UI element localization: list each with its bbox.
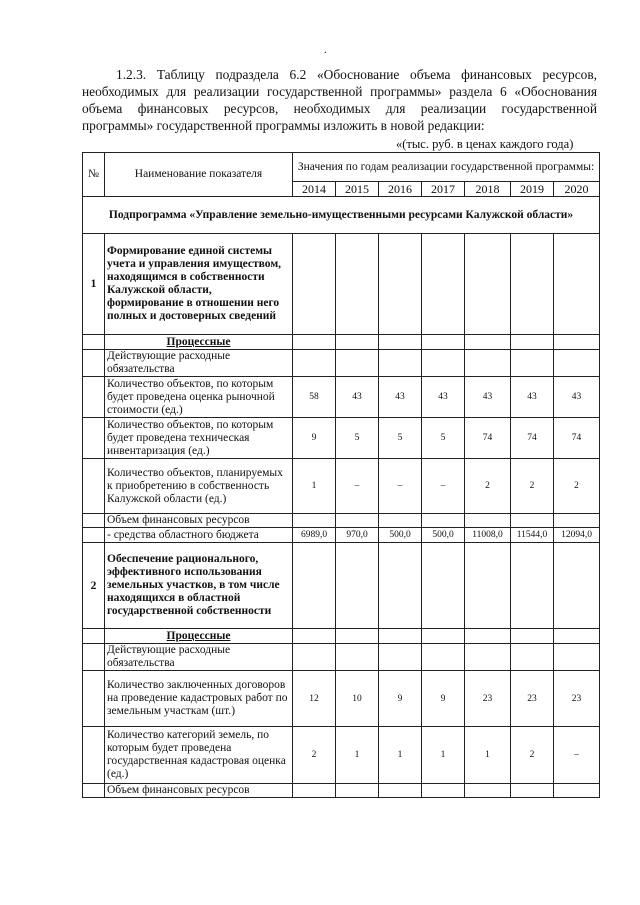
indicator-name: Количество объектов, планируемых к приобретению в собственность Калужской области (ед.) xyxy=(105,459,293,514)
value-cell: 9 xyxy=(293,418,336,459)
value-cell: 43 xyxy=(554,377,600,418)
value-cell xyxy=(465,644,511,671)
section-title: Обеспечение рационального, эффективного использования земельных участков, в том числе находящихся в областной государственной собственности xyxy=(105,543,293,629)
value-cell xyxy=(465,784,511,798)
value-cell xyxy=(465,514,511,528)
value-cell: 12 xyxy=(293,671,336,727)
value-cell: – xyxy=(379,459,422,514)
intro-paragraph: 1.2.3. Таблицу подраздела 6.2 «Обоснование объема финансовых ресурсов, необходимых для реализации государственной программы» раздела 6 «Обоснования объема финансовых ресурсов, необходимых для реализации государственной программы» государственной программы изложить в новой редакции: xyxy=(82,67,597,133)
value-cell: 2 xyxy=(465,459,511,514)
value-cell xyxy=(422,350,465,377)
value-cell xyxy=(293,514,336,528)
empty-cell xyxy=(293,335,336,350)
empty-cell xyxy=(554,335,600,350)
value-cell xyxy=(336,644,379,671)
subprogram-title: Подпрограмма «Управление земельно-имущественными ресурсами Калужской области» xyxy=(83,197,600,234)
empty-cell xyxy=(336,543,379,629)
value-cell: – xyxy=(422,459,465,514)
section-number: 2 xyxy=(83,543,105,629)
indicator-name: Количество объектов, по которым будет проведена оценка рыночной стоимости (ед.) xyxy=(105,377,293,418)
table-row xyxy=(83,350,600,377)
value-cell: 1 xyxy=(336,727,379,784)
year-header-4: 2018 xyxy=(465,182,511,197)
empty-cell xyxy=(336,629,379,644)
page-mark: . xyxy=(324,44,327,56)
section-row xyxy=(83,234,600,335)
empty-cell xyxy=(379,629,422,644)
value-cell: 2 xyxy=(293,727,336,784)
empty-cell xyxy=(83,418,105,459)
empty-cell xyxy=(511,335,554,350)
value-cell: 74 xyxy=(511,418,554,459)
year-header-1: 2015 xyxy=(336,182,379,197)
indicator-name: Объем финансовых ресурсов xyxy=(105,514,293,528)
value-cell xyxy=(465,350,511,377)
value-cell: 43 xyxy=(379,377,422,418)
column-values-header: Значения по годам реализации государственной программы: xyxy=(293,153,600,182)
empty-cell xyxy=(83,671,105,727)
empty-cell xyxy=(422,543,465,629)
value-cell xyxy=(511,350,554,377)
value-cell: 11008,0 xyxy=(465,528,511,543)
value-cell: 43 xyxy=(336,377,379,418)
value-cell: 23 xyxy=(554,671,600,727)
value-cell: 23 xyxy=(511,671,554,727)
section-title: Формирование единой системы учета и управления имуществом, находящимся в собственности Калужской области, формирование в отношении него полных и достоверных сведений xyxy=(105,234,293,335)
year-header-2: 2016 xyxy=(379,182,422,197)
column-number-header: № xyxy=(83,153,105,197)
value-cell xyxy=(336,350,379,377)
value-cell: 1 xyxy=(465,727,511,784)
value-cell xyxy=(379,514,422,528)
empty-cell xyxy=(83,350,105,377)
section-number: 1 xyxy=(83,234,105,335)
units-note: «(тыс. руб. в ценах каждого года) xyxy=(396,137,574,151)
empty-cell xyxy=(511,234,554,335)
value-cell xyxy=(379,350,422,377)
empty-cell xyxy=(83,629,105,644)
section-row xyxy=(83,543,600,629)
empty-cell xyxy=(293,629,336,644)
value-cell: – xyxy=(336,459,379,514)
empty-cell xyxy=(336,234,379,335)
table-row xyxy=(83,784,600,798)
value-cell xyxy=(293,784,336,798)
indicator-name: Объем финансовых ресурсов xyxy=(105,784,293,798)
value-cell: 58 xyxy=(293,377,336,418)
value-cell xyxy=(336,514,379,528)
empty-cell xyxy=(465,629,511,644)
empty-cell xyxy=(83,528,105,543)
value-cell xyxy=(554,350,600,377)
value-cell: 5 xyxy=(336,418,379,459)
empty-cell xyxy=(83,784,105,798)
empty-cell xyxy=(379,234,422,335)
value-cell: 43 xyxy=(465,377,511,418)
value-cell: 1 xyxy=(293,459,336,514)
empty-cell xyxy=(465,543,511,629)
finance-table xyxy=(82,152,600,798)
indicator-name: Действующие расходные обязательства xyxy=(105,350,293,377)
empty-cell xyxy=(293,234,336,335)
table-row xyxy=(83,459,600,514)
process-row xyxy=(83,335,600,350)
value-cell xyxy=(293,350,336,377)
empty-cell xyxy=(379,335,422,350)
empty-cell xyxy=(465,234,511,335)
value-cell: 43 xyxy=(422,377,465,418)
empty-cell xyxy=(511,629,554,644)
value-cell xyxy=(554,644,600,671)
empty-cell xyxy=(379,543,422,629)
value-cell: 10 xyxy=(336,671,379,727)
value-cell: 43 xyxy=(511,377,554,418)
value-cell: 23 xyxy=(465,671,511,727)
empty-cell xyxy=(422,234,465,335)
year-header-3: 2017 xyxy=(422,182,465,197)
empty-cell xyxy=(422,335,465,350)
value-cell: 9 xyxy=(422,671,465,727)
indicator-name: - средства областного бюджета xyxy=(105,528,293,543)
empty-cell xyxy=(554,629,600,644)
value-cell: 12094,0 xyxy=(554,528,600,543)
year-header-5: 2019 xyxy=(511,182,554,197)
table-row xyxy=(83,671,600,727)
value-cell: 1 xyxy=(379,727,422,784)
year-header-0: 2014 xyxy=(293,182,336,197)
empty-cell xyxy=(83,335,105,350)
empty-cell xyxy=(511,543,554,629)
value-cell: 2 xyxy=(554,459,600,514)
value-cell xyxy=(293,644,336,671)
value-cell xyxy=(422,644,465,671)
value-cell: 74 xyxy=(465,418,511,459)
value-cell xyxy=(554,514,600,528)
table-row xyxy=(83,644,600,671)
empty-cell xyxy=(422,629,465,644)
value-cell xyxy=(422,514,465,528)
year-header-6: 2020 xyxy=(554,182,600,197)
value-cell xyxy=(511,514,554,528)
table-row xyxy=(83,377,600,418)
process-label: Процессные xyxy=(105,335,293,350)
empty-cell xyxy=(83,377,105,418)
empty-cell xyxy=(83,727,105,784)
table-row xyxy=(83,528,600,543)
indicator-name: Действующие расходные обязательства xyxy=(105,644,293,671)
process-label: Процессные xyxy=(105,629,293,644)
value-cell: 9 xyxy=(379,671,422,727)
value-cell: 970,0 xyxy=(336,528,379,543)
value-cell xyxy=(511,784,554,798)
value-cell xyxy=(379,784,422,798)
value-cell: 500,0 xyxy=(379,528,422,543)
value-cell: 2 xyxy=(511,727,554,784)
value-cell xyxy=(422,784,465,798)
value-cell: 5 xyxy=(379,418,422,459)
empty-cell xyxy=(336,335,379,350)
value-cell xyxy=(336,784,379,798)
value-cell xyxy=(554,784,600,798)
indicator-name: Количество объектов, по которым будет проведена техническая инвентаризация (ед.) xyxy=(105,418,293,459)
value-cell: 500,0 xyxy=(422,528,465,543)
value-cell xyxy=(511,644,554,671)
empty-cell xyxy=(83,644,105,671)
value-cell: 74 xyxy=(554,418,600,459)
column-name-header: Наименование показателя xyxy=(105,153,293,197)
empty-cell xyxy=(554,543,600,629)
value-cell: 5 xyxy=(422,418,465,459)
table-row xyxy=(83,418,600,459)
value-cell: 6989,0 xyxy=(293,528,336,543)
empty-cell xyxy=(465,335,511,350)
empty-cell xyxy=(83,514,105,528)
empty-cell xyxy=(293,543,336,629)
process-row xyxy=(83,629,600,644)
value-cell: 11544,0 xyxy=(511,528,554,543)
value-cell xyxy=(379,644,422,671)
empty-cell xyxy=(554,234,600,335)
value-cell: 2 xyxy=(511,459,554,514)
value-cell: 1 xyxy=(422,727,465,784)
table-row xyxy=(83,727,600,784)
table-row xyxy=(83,514,600,528)
value-cell: – xyxy=(554,727,600,784)
empty-cell xyxy=(83,459,105,514)
indicator-name: Количество категорий земель, по которым будет проведена государственная кадастровая оценка (ед.) xyxy=(105,727,293,784)
indicator-name: Количество заключенных договоров на проведение кадастровых работ по земельным участкам (шт.) xyxy=(105,671,293,727)
